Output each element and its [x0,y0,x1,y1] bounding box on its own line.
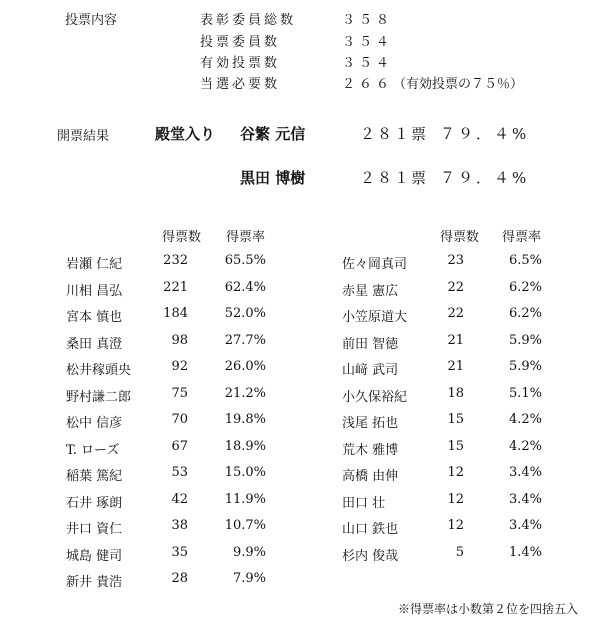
summary-row-label: 当選必要数 [200,77,281,92]
candidate-name: 川相 昌弘 [66,284,123,299]
candidate-votes: 22 [447,280,464,295]
candidate-name: 宮本 慎也 [66,310,123,325]
candidate-name: 赤星 憲広 [342,284,399,299]
candidate-name: 浅尾 拓也 [342,416,399,431]
candidate-votes: 12 [447,465,464,480]
candidate-rate: 6.2% [508,280,542,295]
candidate-name: 小笠原道大 [342,310,408,325]
winner-name: 黒田 博樹 [240,169,306,187]
candidate-votes: 12 [447,518,464,533]
candidate-name: 井口 資仁 [66,522,123,537]
candidate-name: 新井 貴浩 [66,575,123,590]
candidate-name: 荒木 雅博 [342,443,399,458]
candidate-votes: 35 [171,545,188,560]
candidate-rate: 26.0% [224,359,266,374]
candidate-name: 佐々岡真司 [342,257,408,272]
candidate-rate: 18.9% [224,439,266,454]
candidate-name: 石井 琢朗 [66,496,123,511]
candidate-rate: 4.2% [508,412,542,427]
summary-row-label: 表彰委員総数 [200,13,297,28]
winner-votes: ２８１票 [360,125,429,143]
candidate-votes: 12 [447,492,464,507]
summary-row-label: 有効投票数 [200,56,281,71]
candidate-rate: 3.4% [508,465,542,480]
candidate-rate: 62.4% [224,280,266,295]
candidate-name: 田口 壮 [342,496,386,511]
candidate-rate: 3.4% [508,492,542,507]
footnote: ※得票率は小数第２位を四捨五入 [397,602,578,616]
winner-rate: ７９．４% [440,125,530,143]
candidate-rate: 9.9% [232,545,266,560]
candidate-rate: 21.2% [224,386,266,401]
candidate-votes: 92 [171,359,188,374]
candidate-rate: 11.9% [224,492,266,507]
candidate-name: 山口 鉄也 [342,522,399,537]
candidate-name: 高橋 由伸 [342,469,399,484]
candidate-rate: 3.4% [508,518,542,533]
candidate-rate: 27.7% [224,333,266,348]
candidate-name: 松井稼頭央 [66,363,132,378]
summary-required-value: ２６６ [342,77,394,92]
candidate-name: 岩瀬 仁紀 [66,257,123,272]
summary-row-value: ３５８ [342,13,394,28]
candidate-rate: 1.4% [508,545,542,560]
candidate-votes: 75 [171,386,188,401]
candidate-votes: 15 [447,439,464,454]
candidate-rate: 6.5% [508,253,542,268]
candidate-name: T. ローズ [66,443,120,458]
candidate-rate: 19.8% [224,412,266,427]
summary-label: 投票内容 [65,13,118,28]
winner-votes: ２８１票 [360,169,429,187]
candidate-rate: 5.9% [508,359,542,374]
candidate-rate: 15.0% [224,465,266,480]
winner-rate: ７９．４% [440,169,530,187]
candidate-rate: 7.9% [232,571,266,586]
candidate-votes: 42 [171,492,188,507]
candidate-rate: 4.2% [508,439,542,454]
candidate-rate: 65.5% [224,253,266,268]
candidate-name: 桑田 真澄 [66,337,123,352]
winner-name: 谷繁 元信 [240,125,306,143]
candidate-votes: 28 [171,571,188,586]
candidate-votes: 22 [447,306,464,321]
candidate-votes: 21 [447,359,464,374]
candidate-votes: 98 [171,333,188,348]
candidate-votes: 184 [163,306,188,321]
candidate-votes: 70 [171,412,188,427]
candidate-votes: 221 [163,280,188,295]
result-label: 開票結果 [57,129,110,144]
left-rate-header: 得票率 [226,230,266,245]
summary-row-value: ３５４ [342,56,394,71]
candidate-votes: 23 [447,253,464,268]
candidate-rate: 5.1% [508,386,542,401]
candidate-votes: 15 [447,412,464,427]
right-votes-header: 得票数 [440,230,480,245]
candidate-name: 小久保裕紀 [342,390,408,405]
candidate-votes: 5 [455,545,464,560]
summary-row-value [342,73,523,92]
summary-row-value: ３５４ [342,35,394,50]
candidate-votes: 53 [171,465,188,480]
candidate-votes: 18 [447,386,464,401]
candidate-votes: 38 [171,518,188,533]
candidate-name: 野村謙二郎 [66,390,132,405]
candidate-rate: 5.9% [508,333,542,348]
summary-row-label: 投票委員数 [200,35,281,50]
right-rate-header: 得票率 [502,230,542,245]
candidate-votes: 232 [163,253,188,268]
candidate-rate: 52.0% [224,306,266,321]
candidate-rate: 6.2% [508,306,542,321]
summary-required-note: （有効投票の７５％） [393,77,524,92]
candidate-votes: 21 [447,333,464,348]
left-votes-header: 得票数 [162,230,202,245]
candidate-name: 山﨑 武司 [342,363,399,378]
candidate-name: 城島 健司 [66,549,123,564]
candidate-rate: 10.7% [224,518,266,533]
hall-of-fame-label: 殿堂入り [155,125,216,143]
candidate-name: 杉内 俊哉 [342,549,399,564]
candidate-name: 前田 智徳 [342,337,399,352]
candidate-name: 松中 信彦 [66,416,123,431]
candidate-votes: 67 [171,439,188,454]
candidate-name: 稲葉 篤紀 [66,469,123,484]
